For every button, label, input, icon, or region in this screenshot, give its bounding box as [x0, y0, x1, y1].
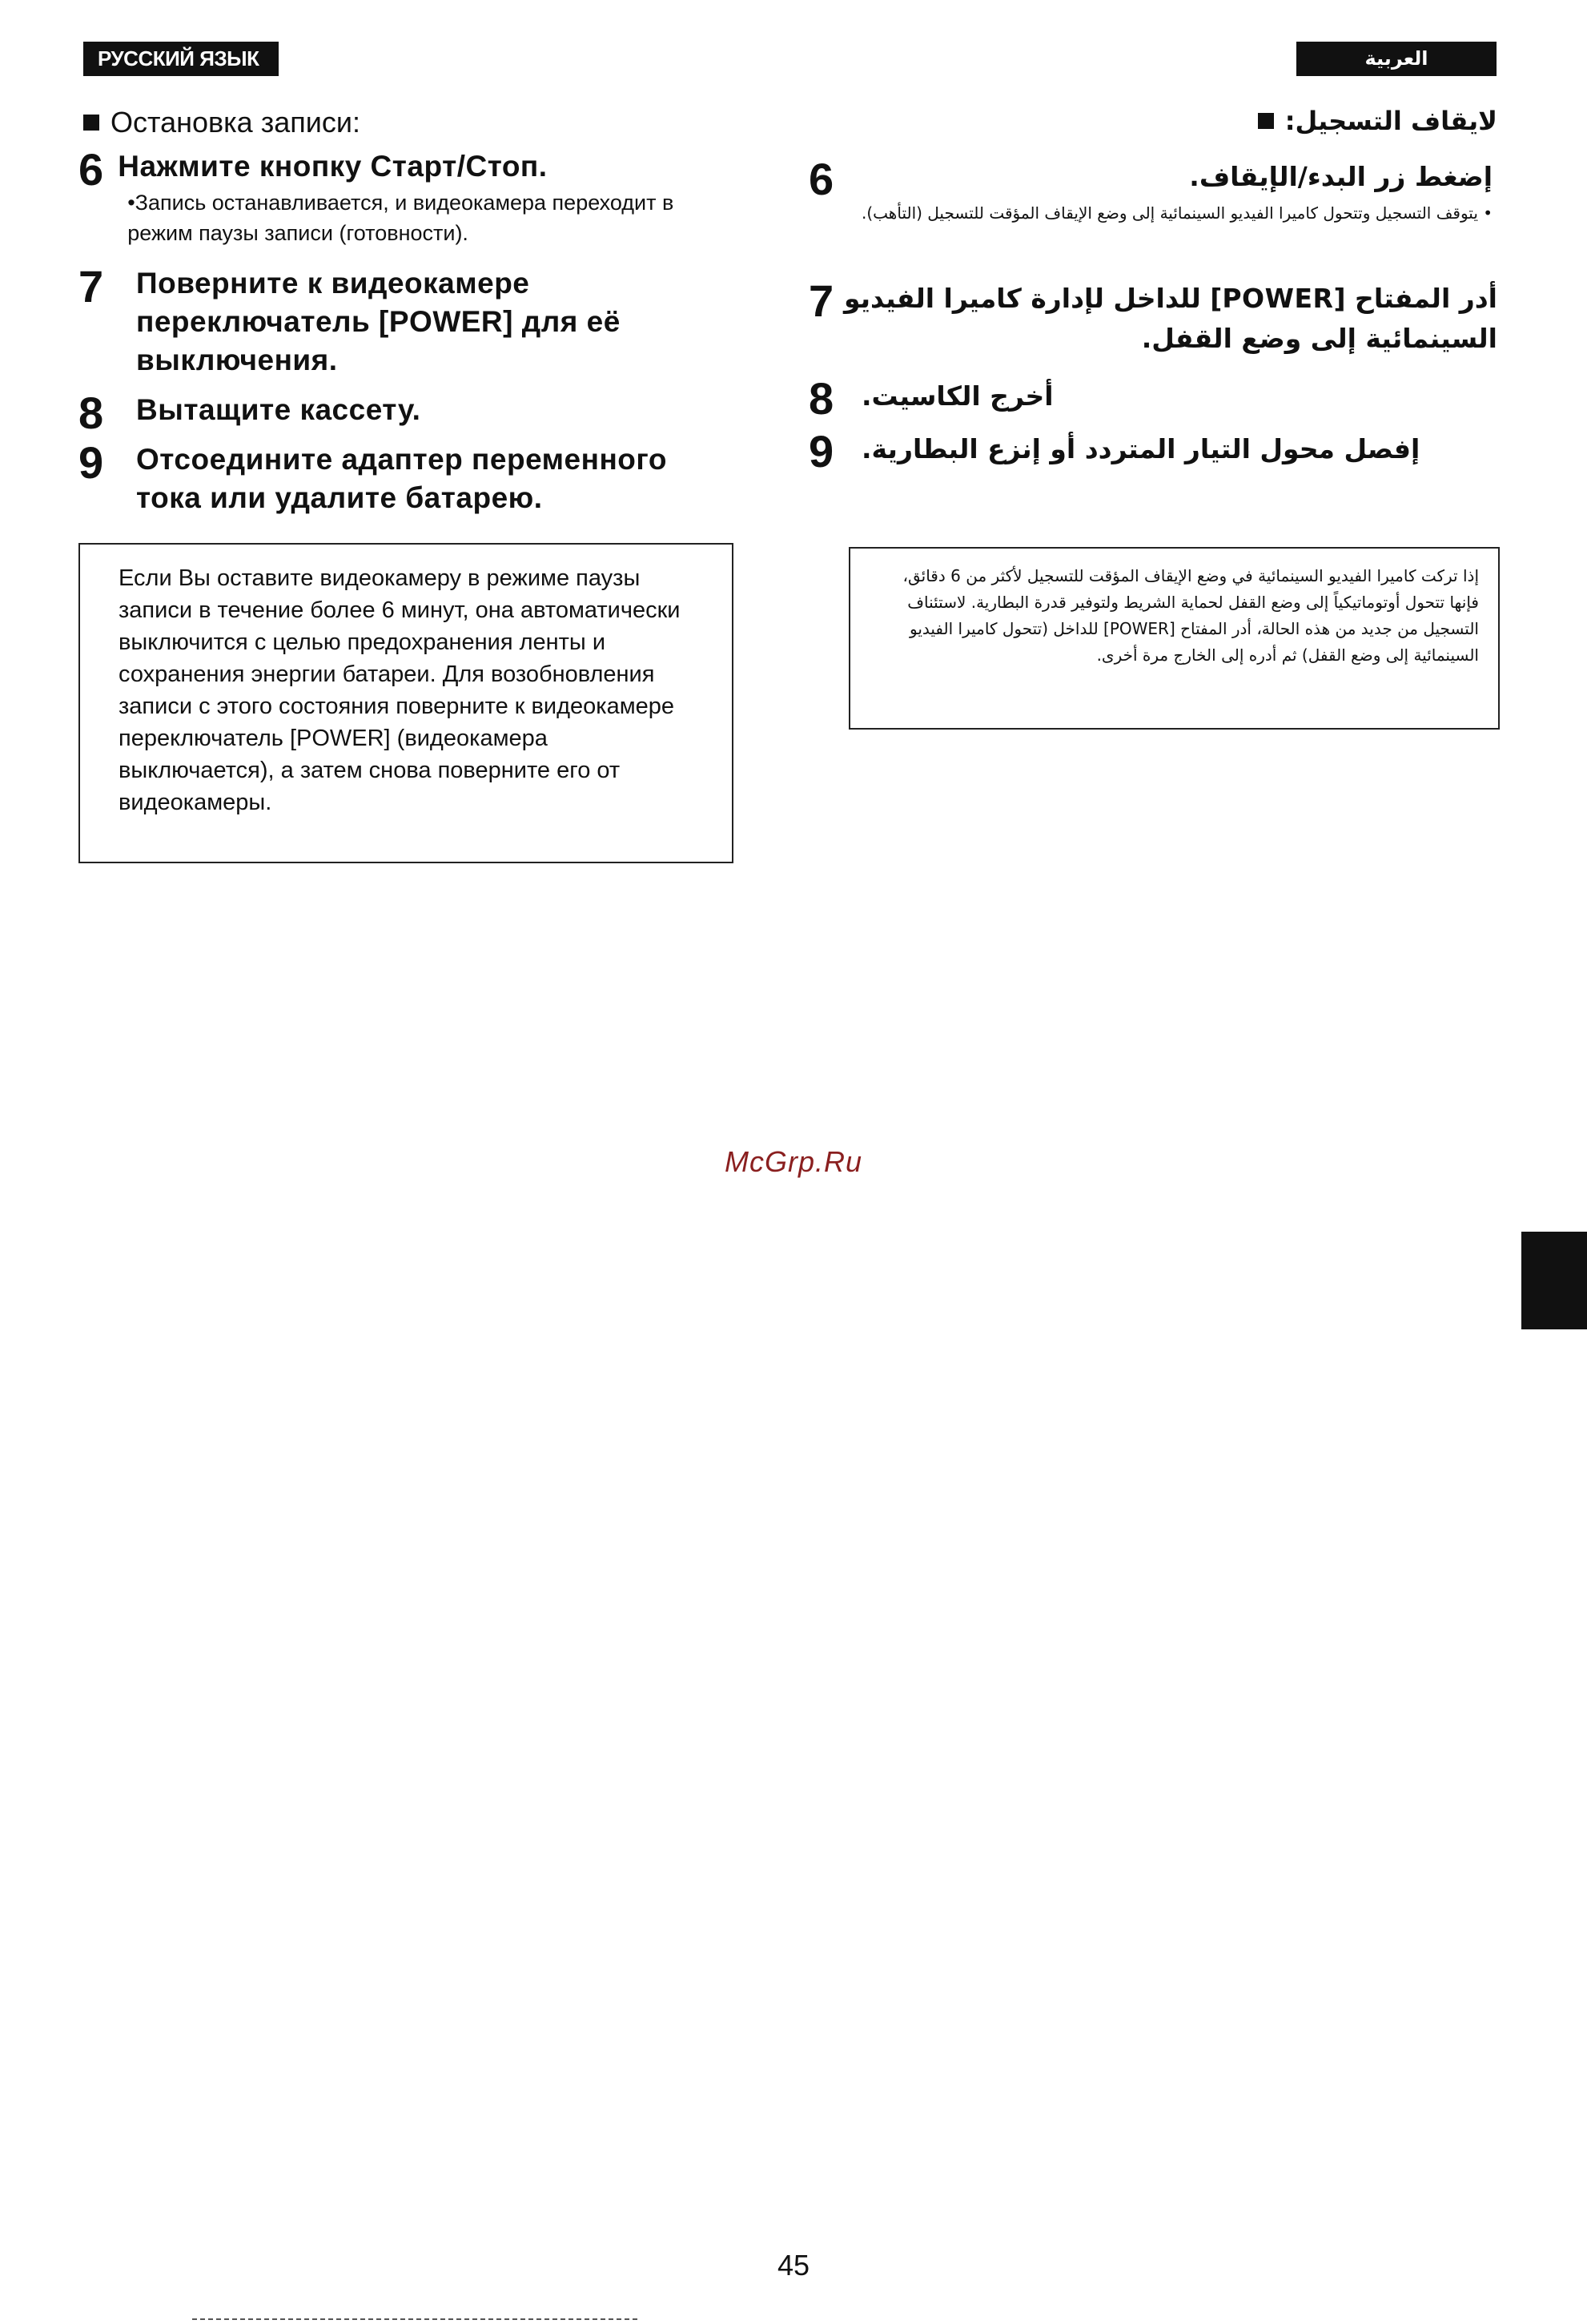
step-number: 8	[78, 388, 104, 438]
language-tab-russian: РУССКИЙ ЯЗЫК	[83, 42, 279, 76]
step-title: إفصل محول التيار المتردد أو إنزع البطارية.	[862, 433, 1420, 464]
step-9-russian	[78, 437, 735, 517]
step-title: Отсоедините адаптер переменного тока или удалите батарею.	[136, 443, 667, 514]
bottom-divider	[192, 2318, 641, 2320]
section-heading-russian	[83, 106, 360, 139]
step-number: 7	[809, 275, 834, 326]
side-index-tab	[1521, 1232, 1587, 1329]
heading-text: لايقاف التسجيل:	[1284, 106, 1497, 136]
step-9-arabic	[809, 426, 1497, 476]
step-number: 8	[809, 373, 834, 424]
note-box-russian: Если Вы оставите видеокамеру в режиме паузы записи в течение более 6 минут, она автоматически выключится с целью предохранения ленты и сохранения энергии батареи. Для возобновления записи с этого состояния поверните к видеокамере переключатель [POWER] (видеокамера выключается), а затем снова поверните его от видеокамеры.	[78, 543, 733, 863]
step-8-arabic	[809, 373, 1497, 424]
step-7-russian	[78, 261, 735, 380]
step-number: 6	[809, 154, 834, 204]
step-title: أخرج الكاسيت.	[862, 380, 1054, 412]
step-body	[118, 147, 735, 248]
step-6-arabic	[809, 154, 1497, 227]
step-title: Вытащите кассету.	[136, 393, 421, 426]
step-title: Поверните к видеокамере переключатель [POWER] для её выключения.	[136, 267, 621, 376]
section-heading-arabic	[1258, 106, 1497, 136]
step-note: •Запись останавливается, и видеокамера переходит в режим паузы записи (готовности).	[127, 191, 674, 245]
step-title: إضغط زر البدء/الإيقاف.	[1189, 161, 1493, 192]
step-title: Нажмите кнопку Старт/Стоп.	[118, 150, 548, 183]
note-box-arabic: إذا تركت كاميرا الفيديو السينمائية في وضع الإيقاف المؤقت للتسجيل لأكثر من 6 دقائق، فإنها تتحول أوتوماتيكياً إلى وضع القفل لحماية الشريط ولتوفير قدرة البطارية. لاستئناف التسجيل من جديد من هذه الحالة، أدر المفتاح [POWER] للداخل (تتحول كاميرا الفيديو السينمائية إلى وضع القفل) ثم أدره إلى الخارج مرة أخرى.	[849, 547, 1500, 730]
step-number: 6	[78, 144, 104, 195]
step-6-russian	[78, 144, 735, 248]
page-number: 45	[777, 2249, 810, 2282]
heading-text: Остановка записи:	[110, 106, 360, 139]
step-number: 9	[78, 437, 104, 488]
step-8-russian	[78, 388, 735, 438]
square-bullet-icon	[1258, 113, 1274, 129]
language-tab-arabic: العربية	[1296, 42, 1497, 76]
step-7-arabic	[809, 275, 1497, 359]
step-note: • يتوقف التسجيل وتتحول كاميرا الفيديو السينمائية إلى وضع الإيقاف المؤقت للتسجيل (التأهب).	[862, 203, 1493, 223]
square-bullet-icon	[83, 115, 99, 131]
step-number: 7	[78, 261, 104, 312]
step-body	[862, 157, 1493, 227]
watermark: McGrp.Ru	[724, 1145, 863, 1178]
step-title: أدر المفتاح [POWER] للداخل لإدارة كاميرا الفيديو السينمائية إلى وضع القفل.	[843, 283, 1497, 354]
step-number: 9	[809, 426, 834, 476]
